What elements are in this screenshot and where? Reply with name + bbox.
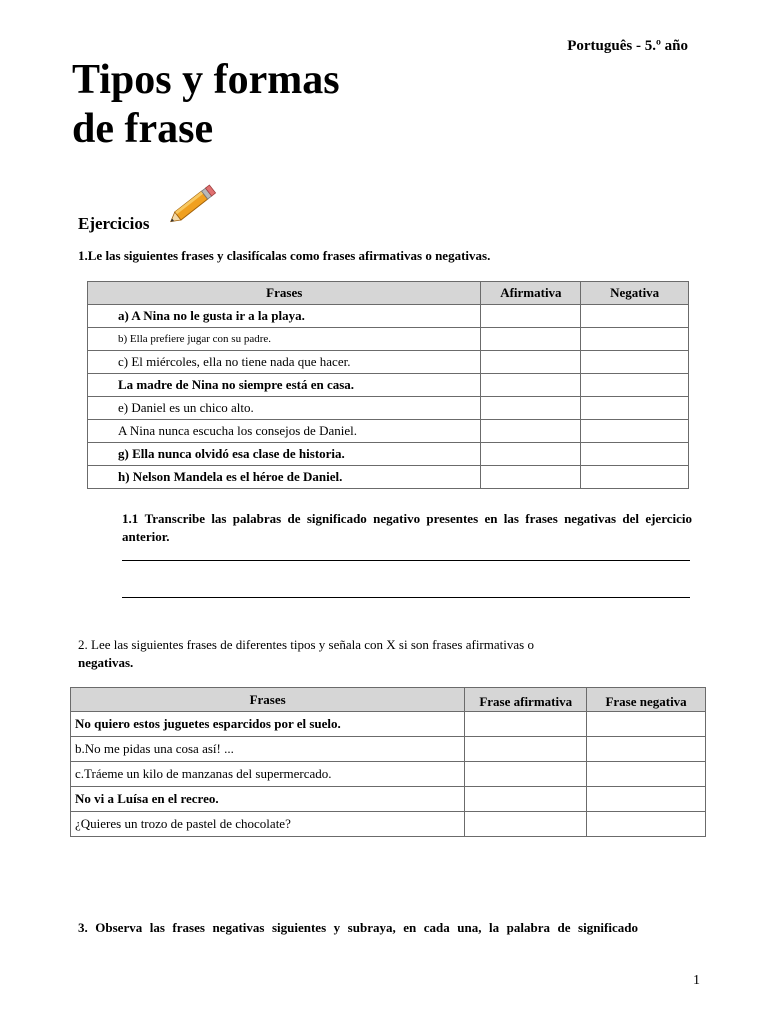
answer-line[interactable]: [122, 597, 690, 598]
sentence-cell: a) A Nina no le gusta ir a la playa.: [88, 305, 481, 328]
col-header-frase-negativa: Frase negativa: [587, 688, 706, 712]
afirmativa-cell[interactable]: [465, 812, 587, 837]
answer-line[interactable]: [122, 560, 690, 561]
table-row: [71, 762, 706, 787]
negativa-cell[interactable]: [581, 328, 689, 351]
table-row: [88, 328, 689, 351]
section-heading: Ejercicios: [78, 214, 150, 233]
negativa-cell[interactable]: [581, 305, 689, 328]
negativa-cell[interactable]: [581, 351, 689, 374]
table-row: [88, 420, 689, 443]
col-header-frase-afirmativa: Frase afirmativa: [465, 688, 587, 712]
afirmativa-cell[interactable]: [465, 762, 587, 787]
negativa-cell[interactable]: [581, 397, 689, 420]
exercise3-prompt: 3. Observa las frases negativas siguientes y subraya, en cada una, la palabra de significado: [78, 920, 638, 935]
sentence-cell: A Nina nunca escucha los consejos de Daniel.: [88, 420, 481, 443]
negativa-cell[interactable]: [587, 737, 706, 762]
table-row: [71, 812, 706, 837]
col-header-afirmativa: Afirmativa: [481, 282, 581, 305]
page-title-line2: de frase: [72, 106, 214, 152]
page-number: 1: [693, 973, 700, 988]
negativa-cell[interactable]: [587, 787, 706, 812]
col-header-negativa: Negativa: [581, 282, 689, 305]
table-row: [71, 787, 706, 812]
exercise1-1-label: 1.1: [122, 511, 139, 526]
sentence-cell: La madre de Nina no siempre está en casa.: [88, 374, 481, 397]
exercise2-table: [70, 687, 706, 837]
negativa-cell[interactable]: [581, 466, 689, 489]
negativa-cell[interactable]: [581, 443, 689, 466]
sentence-cell: b) Ella prefiere jugar con su padre.: [88, 328, 481, 351]
col-header-frases: Frases: [88, 282, 481, 305]
exercise1-1-prompt: [122, 510, 692, 546]
afirmativa-cell[interactable]: [465, 712, 587, 737]
afirmativa-cell[interactable]: [481, 420, 581, 443]
table-row: [71, 737, 706, 762]
afirmativa-cell[interactable]: [481, 397, 581, 420]
afirmativa-cell[interactable]: [481, 328, 581, 351]
sentence-cell: h) Nelson Mandela es el héroe de Daniel.: [88, 466, 481, 489]
afirmativa-cell[interactable]: [481, 466, 581, 489]
exercise2-prompt: [78, 636, 578, 672]
sentence-cell: b.No me pidas una cosa así! ...: [71, 737, 465, 762]
sentence-cell: c.Tráeme un kilo de manzanas del supermercado.: [71, 762, 465, 787]
afirmativa-cell[interactable]: [481, 443, 581, 466]
table-row: [71, 712, 706, 737]
table-header-row: [88, 282, 689, 305]
exercise2-prompt-part2: negativas.: [78, 655, 134, 670]
sentence-cell: g) Ella nunca olvidó esa clase de historia.: [88, 443, 481, 466]
sentence-cell: e) Daniel es un chico alto.: [88, 397, 481, 420]
negativa-cell[interactable]: [581, 374, 689, 397]
exercise2-prompt-part1: 2. Lee las siguientes frases de diferentes tipos y señala con X si son frases afirmativas o: [78, 637, 534, 652]
page-title-line1: Tipos y formas: [72, 57, 340, 103]
table-row: [88, 374, 689, 397]
table-row: [88, 466, 689, 489]
negativa-cell[interactable]: [587, 712, 706, 737]
exercise1-prompt: 1.Le las siguientes frases y clasifícalas como frases afirmativas o negativas.: [78, 248, 491, 263]
table-row: [88, 443, 689, 466]
sentence-cell: c) El miércoles, ella no tiene nada que hacer.: [88, 351, 481, 374]
afirmativa-cell[interactable]: [481, 374, 581, 397]
pencil-icon: [164, 180, 220, 230]
subject-label: Português - 5.º año: [567, 38, 688, 54]
table-row: [88, 305, 689, 328]
table-header-row: [71, 688, 706, 712]
table-row: [88, 397, 689, 420]
exercise1-table: [87, 281, 689, 489]
page-title: [72, 56, 340, 154]
afirmativa-cell[interactable]: [481, 351, 581, 374]
table-row: [88, 351, 689, 374]
negativa-cell[interactable]: [581, 420, 689, 443]
sentence-cell: No vi a Luísa en el recreo.: [71, 787, 465, 812]
afirmativa-cell[interactable]: [465, 737, 587, 762]
afirmativa-cell[interactable]: [481, 305, 581, 328]
afirmativa-cell[interactable]: [465, 787, 587, 812]
sentence-cell: ¿Quieres un trozo de pastel de chocolate?: [71, 812, 465, 837]
negativa-cell[interactable]: [587, 762, 706, 787]
exercise1-1-text: Transcribe las palabras de significado negativo presentes en las frases negativas del ejercicio anterior.: [122, 511, 693, 544]
col-header-frases: Frases: [71, 688, 465, 712]
negativa-cell[interactable]: [587, 812, 706, 837]
sentence-cell: No quiero estos juguetes esparcidos por el suelo.: [71, 712, 465, 737]
